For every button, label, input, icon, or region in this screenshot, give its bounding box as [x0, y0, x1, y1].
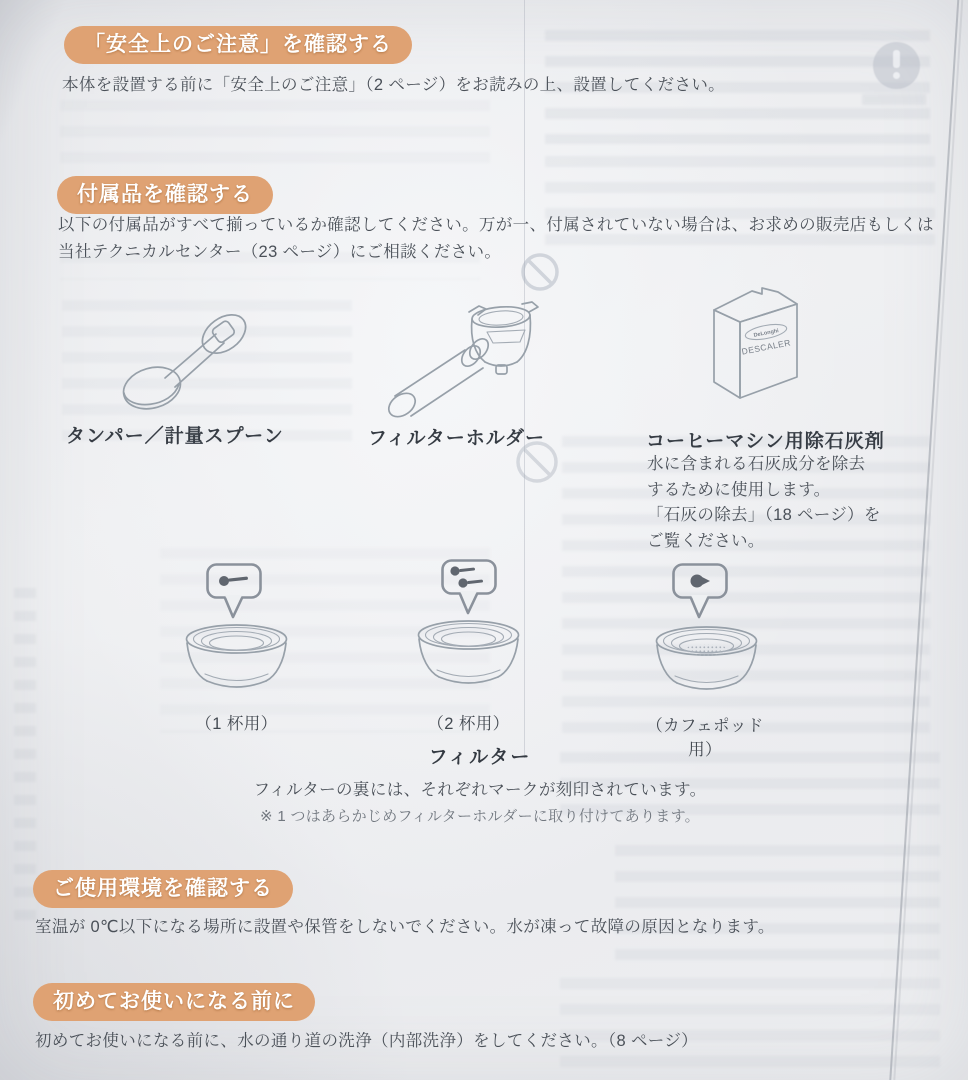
descaler-description-line: 「石灰の除去」（18 ページ）を — [647, 506, 881, 524]
filter-caption-2cup: （2 杯用） — [427, 715, 510, 733]
accessory-label-descaler: コーヒーマシン用除石灰剤 — [646, 431, 885, 452]
one-spoon-mark-icon — [219, 576, 248, 586]
bleed-text-block — [60, 100, 490, 166]
section-heading-accessories: 付属品を確認する — [57, 176, 273, 214]
filter-caption-1cup: （1 杯用） — [195, 715, 278, 733]
section-heading-first-use: 初めてお使いになる前に — [33, 983, 315, 1021]
filters-title: フィルター — [428, 747, 532, 768]
tamper-spoon-illustration — [118, 308, 253, 420]
descaler-box-illustration — [700, 276, 810, 406]
descaler-label-text: DESCALER — [740, 337, 792, 357]
filters-body-text: フィルターの裏には、それぞれマークが刻印されています。 — [253, 781, 707, 799]
filter-basket-1cup-illustration — [185, 624, 288, 700]
section-heading-safety: 「安全上のご注意」を確認する — [64, 26, 412, 64]
left-margin-bleed — [14, 575, 36, 920]
accessory-label-filter-holder: フィルターホルダー — [368, 428, 545, 449]
bleed-text-block — [615, 845, 940, 973]
descaler-description-line: ご覧ください。 — [647, 531, 765, 550]
descaler-brand-text: DeLonghi — [753, 328, 780, 339]
filter-caption-pod: （カフェポッド用） — [646, 717, 764, 759]
accessory-label-tamper: タンパー／計量スプーン — [66, 426, 284, 447]
first-use-body-text: 初めてお使いになる前に、水の通り道の洗浄（内部洗浄）をしてください。（8 ページ） — [35, 1032, 699, 1050]
accessories-body-text: 以下の付属品がすべて揃っているか確認してください。万が一、付属されていない場合は、お求めの販売店もしくは当社テクニカルセンター（23 ページ）にご相談ください。 — [58, 216, 934, 261]
two-spoon-mark-icon — [450, 566, 483, 587]
pod-mark-icon — [691, 575, 711, 588]
environment-body-text: 室温が 0℃以下になる場所に設置や保管をしないでください。水が凍って故障の原因となります。 — [35, 918, 775, 936]
filter-basket-pod-illustration — [655, 626, 758, 702]
descaler-description-line: するために使用します。 — [647, 480, 831, 499]
one-spoon-mark-bubble — [205, 562, 263, 624]
filters-text-block — [150, 742, 810, 826]
bleed-text-block — [560, 978, 940, 1074]
safety-body-text: 本体を設置する前に「安全上のご注意」（2 ページ）をお読みの上、設置してください。 — [62, 76, 726, 94]
filters-note-text: ※ 1 つはあらかじめフィルターホルダーに取り付けてあります。 — [260, 808, 700, 825]
two-spoon-mark-bubble — [440, 558, 498, 620]
descaler-description-line: 水に含まれる石灰成分を除去 — [647, 455, 866, 473]
pod-mark-bubble — [671, 562, 729, 624]
section-heading-environment: ご使用環境を確認する — [33, 870, 293, 908]
filter-basket-2cup-illustration — [417, 620, 520, 696]
descaler-description — [647, 452, 897, 554]
